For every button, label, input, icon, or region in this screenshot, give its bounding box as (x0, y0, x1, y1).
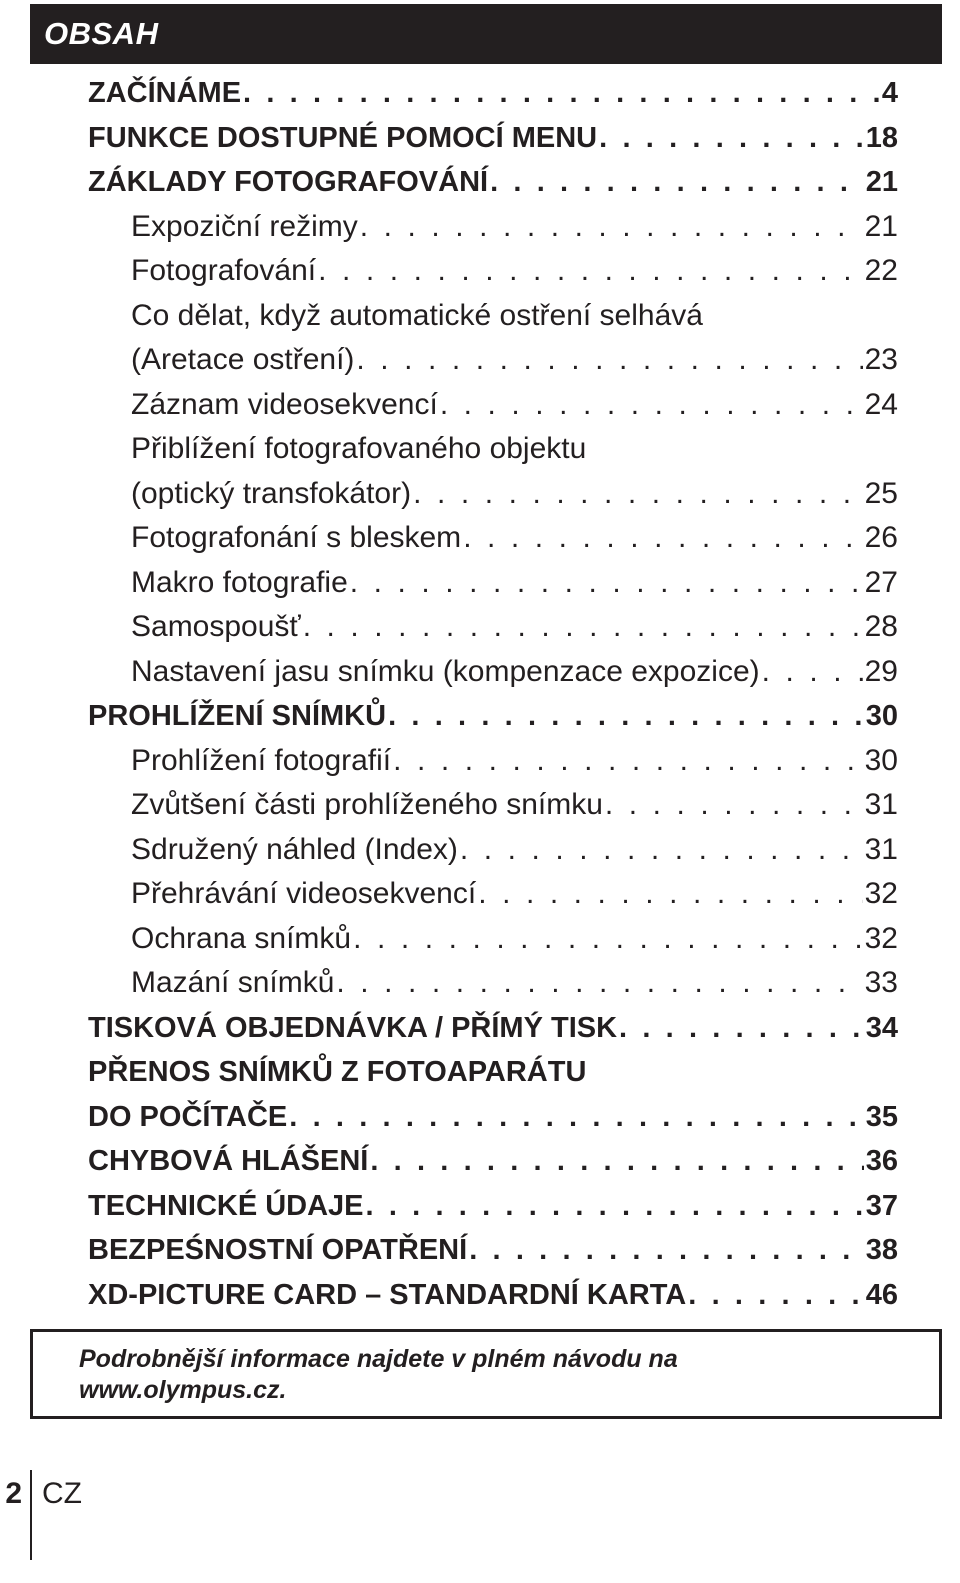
toc-entry-label: Makro fotografie (131, 565, 348, 599)
toc-entry-page: 33 (864, 966, 898, 999)
toc-entry-label: Prohlížení fotografií (131, 743, 392, 777)
toc-entry[interactable] (88, 1228, 898, 1273)
leader-dots (619, 1006, 864, 1051)
toc-entry-page: 25 (864, 476, 898, 510)
toc-entry-page: 30 (864, 743, 898, 777)
toc-entry-page: 46 (865, 1278, 898, 1311)
leader-dots (413, 472, 863, 517)
toc-entry-label: Co dělat, když automatické ostření selhává (131, 298, 703, 332)
toc-entry-label: Samospoušť (131, 610, 301, 643)
toc-entry-page: 28 (864, 610, 898, 643)
toc-entry-label: Nastavení jasu snímku (kompenzace expozice) (131, 654, 760, 688)
toc-entry-label: Ochrana snímků (131, 921, 352, 955)
toc-entry[interactable] (88, 694, 898, 739)
toc-entry-label: BEZPEŚNOSTNÍ OPATŘENÍ (88, 1234, 468, 1266)
page-number: 2 (5, 1477, 22, 1510)
toc-entry-label: Fotografování (131, 254, 317, 287)
toc-entry-label: Přiblížení fotografovaného objektu (131, 432, 587, 465)
toc-entry-label: TECHNICKÉ ÚDAJE (88, 1189, 364, 1222)
toc-subentry[interactable] (88, 561, 898, 606)
toc-entry-label: (Aretace ostření) (131, 343, 355, 376)
toc-subentry[interactable] (88, 427, 898, 472)
toc-entry[interactable] (88, 160, 898, 205)
toc-subentry[interactable] (88, 650, 898, 695)
info-note-box (30, 1329, 942, 1419)
toc-entry-page: 4 (881, 77, 898, 109)
leader-dots (243, 71, 880, 116)
toc-entry-page: 34 (865, 1011, 898, 1044)
leader-dots (353, 917, 863, 962)
toc-entry-page: 30 (865, 700, 898, 732)
note-line: Podrobnější informace najdete v plném návodu na (79, 1345, 678, 1373)
toc-entry[interactable] (88, 1273, 898, 1318)
leader-dots (688, 1273, 863, 1318)
leader-dots (599, 116, 864, 161)
leader-dots (303, 605, 863, 650)
toc-entry-label: Sdružený náhled (Index) (131, 832, 458, 866)
leader-dots (460, 828, 863, 873)
footer-divider (30, 1470, 32, 1560)
leader-dots (393, 739, 862, 784)
toc-entry-page: 27 (864, 565, 898, 599)
toc-entry-label: Záznam videosekvencí (131, 387, 438, 421)
toc-entry-label: FUNKCE DOSTUPNÉ POMOCÍ MENU (88, 121, 598, 154)
leader-dots (478, 872, 862, 917)
toc-entry-page: 36 (865, 1145, 898, 1177)
toc-entry-page: 35 (865, 1100, 898, 1133)
toc-entry[interactable] (88, 1050, 898, 1095)
leader-dots (463, 516, 862, 561)
leader-dots (336, 961, 862, 1006)
leader-dots (469, 1228, 864, 1273)
toc-subentry[interactable] (88, 294, 898, 339)
toc-entry-label: PŘENOS SNÍMKŮ Z FOTOAPARÁTU (88, 1056, 587, 1088)
toc-subentry[interactable] (88, 516, 898, 561)
toc-entry-label: Fotografonání s bleskem (131, 521, 462, 554)
toc-entry-label: DO POČÍTAČE (88, 1100, 288, 1133)
toc-entry-label: Zvůtšení části prohlíženého snímku (131, 788, 603, 821)
table-of-contents (88, 71, 898, 1317)
toc-entry-label: Mazání snímků (131, 966, 335, 999)
toc-entry-page: 22 (864, 254, 898, 287)
toc-entry-label: Expoziční režimy (131, 209, 358, 243)
toc-subentry[interactable] (88, 472, 898, 517)
toc-entry-page: 29 (864, 654, 898, 688)
toc-entry[interactable] (88, 1095, 898, 1140)
toc-subentry[interactable] (88, 605, 898, 650)
leader-dots (366, 1184, 864, 1229)
toc-entry-page: 32 (864, 877, 898, 910)
toc-entry[interactable] (88, 1139, 898, 1184)
toc-entry-page: 24 (864, 387, 898, 421)
toc-subentry[interactable] (88, 205, 898, 250)
toc-subentry[interactable] (88, 872, 898, 917)
toc-entry-label: (optický transfokátor) (131, 476, 412, 510)
leader-dots (360, 205, 863, 250)
leader-dots (388, 694, 864, 739)
toc-entry-label: XD-PICTURE CARD – STANDARDNÍ KARTA (88, 1278, 687, 1311)
toc-entry-page: 37 (865, 1189, 898, 1222)
toc-entry-page: 26 (864, 521, 898, 554)
toc-subentry[interactable] (88, 739, 898, 784)
toc-entry[interactable] (88, 71, 898, 116)
toc-entry-page: 31 (864, 832, 898, 866)
toc-entry[interactable] (88, 1184, 898, 1229)
toc-entry-page: 21 (865, 166, 898, 198)
toc-entry-page: 23 (864, 343, 898, 376)
language-code: CZ (42, 1477, 82, 1510)
toc-subentry[interactable] (88, 383, 898, 428)
leader-dots (289, 1095, 863, 1140)
toc-entry-page: 38 (865, 1234, 898, 1266)
toc-entry-label: ZÁKLADY FOTOGRAFOVÁNÍ (88, 166, 489, 198)
leader-dots (490, 160, 864, 205)
toc-entry-label: TISKOVÁ OBJEDNÁVKA / PŘÍMÝ TISK (88, 1011, 618, 1044)
toc-entry-label: CHYBOVÁ HLÁŠENÍ (88, 1145, 369, 1177)
toc-subentry[interactable] (88, 783, 898, 828)
toc-entry-label: PROHLÍŽENÍ SNÍMKŮ (88, 700, 387, 732)
toc-subentry[interactable] (88, 828, 898, 873)
leader-dots (762, 650, 863, 695)
toc-entry-page: 32 (864, 921, 898, 955)
toc-subentry[interactable] (88, 338, 898, 383)
leader-dots (356, 338, 862, 383)
leader-dots (350, 561, 863, 606)
toc-entry-page: 18 (865, 121, 898, 154)
toc-header-bar (30, 4, 942, 64)
toc-entry-page: 21 (864, 209, 898, 243)
toc-entry[interactable] (88, 1006, 898, 1051)
leader-dots (440, 383, 863, 428)
toc-entry-page: 31 (864, 788, 898, 821)
toc-entry[interactable] (88, 116, 898, 161)
website-link[interactable]: www.olympus.cz. (79, 1376, 287, 1404)
leader-dots (370, 1139, 863, 1184)
toc-subentry[interactable] (88, 249, 898, 294)
toc-subentry[interactable] (88, 917, 898, 962)
leader-dots (605, 783, 863, 828)
page-title: OBSAH (44, 16, 159, 51)
toc-entry-label: Přehrávání videosekvencí (131, 877, 477, 910)
toc-entry-label: ZAČÍNÁME (88, 77, 242, 109)
leader-dots (318, 249, 863, 294)
toc-subentry[interactable] (88, 961, 898, 1006)
